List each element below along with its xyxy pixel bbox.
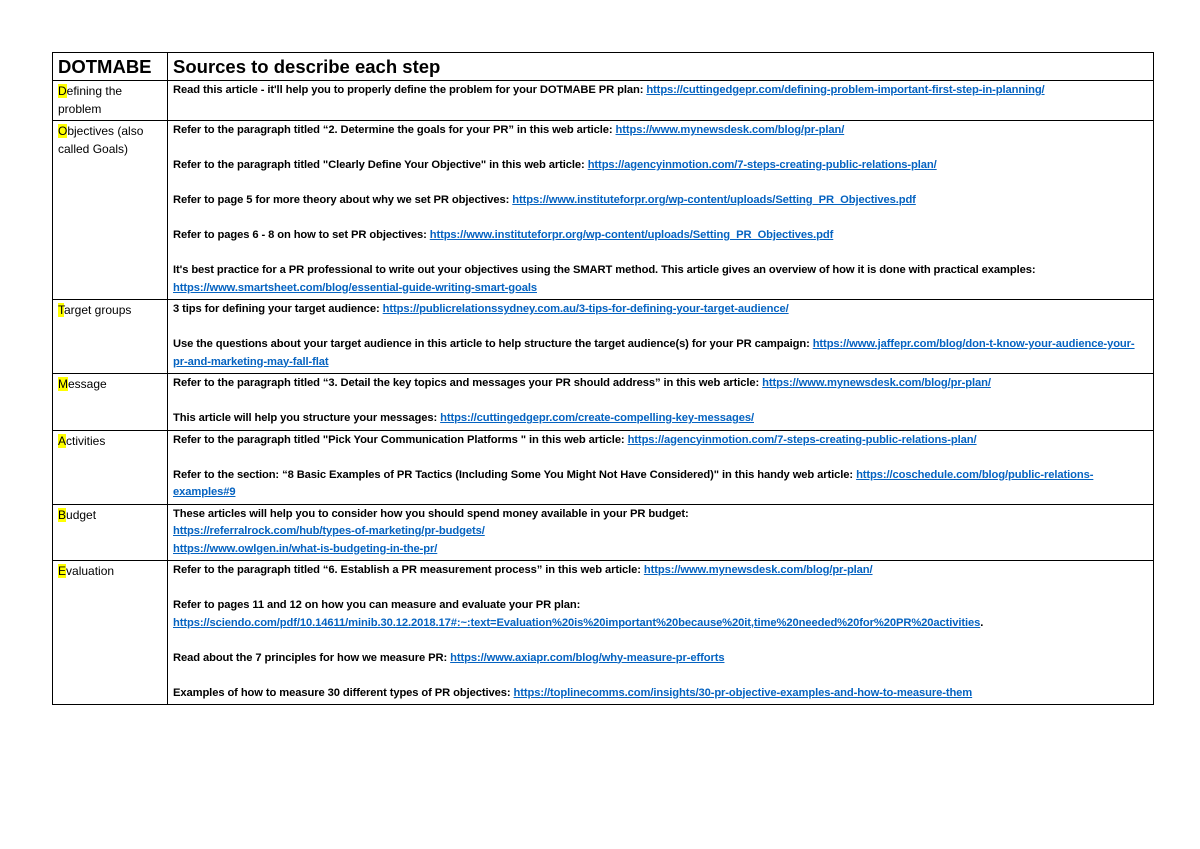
- source-description: Refer to the paragraph titled "Clearly Define Your Objective" in this web article:: [173, 159, 588, 171]
- source-link[interactable]: https://cuttingedgepr.com/create-compelling-key-messages/: [440, 412, 754, 424]
- table-body: [53, 81, 1154, 705]
- source-item: [173, 506, 1148, 559]
- source-link[interactable]: https://coschedule.com/blog/public-relations-examples#9: [173, 468, 1094, 498]
- table-row: [53, 81, 1154, 121]
- source-link[interactable]: https://www.mynewsdesk.com/blog/pr-plan/: [762, 377, 991, 389]
- step-initial-letter: T: [58, 303, 64, 317]
- source-description: Refer to pages 6 - 8 on how to set PR objectives:: [173, 229, 430, 241]
- source-description: Refer to pages 11 and 12 on how you can measure and evaluate your PR plan:: [173, 599, 581, 611]
- source-item: [173, 227, 1148, 245]
- step-initial-letter: E: [58, 564, 67, 578]
- source-description: These articles will help you to consider how you should spend money available in your PR budget:: [173, 507, 689, 520]
- source-link[interactable]: https://toplinecomms.com/insights/30-pr-objective-examples-and-how-to-measure-them: [513, 686, 973, 699]
- source-link[interactable]: https://cuttingedgepr.com/defining-problem-important-first-step-in-planning/: [646, 84, 1045, 96]
- sources-cell: [168, 374, 1154, 431]
- link-suffix: .: [980, 616, 984, 629]
- source-link[interactable]: https://referralrock.com/hub/types-of-marketing/pr-budgets/: [173, 525, 485, 537]
- step-cell: [53, 81, 168, 121]
- source-item: [173, 650, 1148, 668]
- step-cell: [53, 374, 168, 431]
- source-item: [173, 562, 1148, 580]
- table-row: [53, 374, 1154, 431]
- source-description: Examples of how to measure 30 different types of PR objectives:: [173, 686, 514, 699]
- step-name: valuation: [66, 564, 115, 578]
- source-item: [173, 432, 1148, 450]
- step-initial-letter: D: [58, 84, 67, 98]
- source-description: Refer to the section: “8 Basic Examples of PR Tactics (Including Some You Might Not Have Considered)" in this handy web article:: [173, 468, 857, 481]
- source-description: Refer to the paragraph titled “2. Determine the goals for your PR” in this web article:: [173, 124, 616, 136]
- table-row: [53, 504, 1154, 561]
- sources-cell: [168, 121, 1154, 300]
- step-cell: [53, 504, 168, 561]
- step-initial-letter: O: [58, 124, 68, 138]
- sources-cell: [168, 430, 1154, 504]
- dotmabe-table: [52, 52, 1154, 705]
- source-link[interactable]: https://www.owlgen.in/what-is-budgeting-in-the-pr/: [173, 542, 438, 555]
- sources-cell: [168, 504, 1154, 561]
- source-item: [173, 685, 1148, 703]
- sources-cell: [168, 81, 1154, 121]
- step-cell: [53, 121, 168, 300]
- header-dotmabe: DOTMABE: [53, 53, 168, 81]
- source-item: [173, 262, 1148, 297]
- source-description: Read this article - it'll help you to properly define the problem for your DOTMABE PR plan:: [173, 84, 647, 96]
- source-description: It's best practice for a PR professional to write out your objectives using the SMART method. This article gives an overview of how it is done with practical examples:: [173, 264, 1036, 276]
- sources-cell: [168, 300, 1154, 374]
- source-link[interactable]: https://www.instituteforpr.org/wp-content/uploads/Setting_PR_Objectives.pdf: [429, 229, 834, 241]
- table-row: [53, 430, 1154, 504]
- source-link[interactable]: https://www.instituteforpr.org/wp-content/uploads/Setting_PR_Objectives.pdf: [512, 194, 916, 206]
- source-item: [173, 410, 1148, 428]
- source-item: [173, 336, 1148, 371]
- table-row: [53, 561, 1154, 705]
- table-row: [53, 121, 1154, 300]
- header-row: [53, 53, 1154, 81]
- source-link[interactable]: https://agencyinmotion.com/7-steps-creating-public-relations-plan/: [627, 433, 977, 446]
- source-description: Refer to the paragraph titled “6. Establish a PR measurement process” in this web article:: [173, 564, 644, 576]
- source-description: Refer to page 5 for more theory about why we set PR objectives:: [173, 194, 513, 206]
- step-initial-letter: M: [58, 377, 68, 391]
- source-item: [173, 157, 1148, 175]
- source-description: Read about the 7 principles for how we measure PR:: [173, 651, 451, 664]
- source-item: [173, 192, 1148, 210]
- source-item: [173, 375, 1148, 393]
- step-cell: [53, 561, 168, 705]
- source-description: Use the questions about your target audience in this article to help structure the target audience(s) for your PR campaign:: [173, 338, 813, 350]
- step-name: arget groups: [64, 303, 132, 317]
- source-description: This article will help you structure your messages:: [173, 412, 441, 424]
- source-link[interactable]: https://sciendo.com/pdf/10.14611/minib.30.12.2018.17#:~:text=Evaluation%20is%20important%20because%20it,time%20needed%20for%20PR%20activities: [173, 616, 981, 629]
- source-description: Refer to the paragraph titled “3. Detail the key topics and messages your PR should address” in this web article:: [173, 377, 763, 389]
- source-link[interactable]: https://www.jaffepr.com/blog/don-t-know-your-audience-your-pr-and-marketing-may-fall-flat: [173, 338, 1135, 368]
- source-link[interactable]: https://www.axiapr.com/blog/why-measure-pr-efforts: [450, 651, 725, 664]
- source-link[interactable]: https://publicrelationssydney.com.au/3-tips-for-defining-your-target-audience/: [382, 303, 789, 315]
- source-description: Refer to the paragraph titled "Pick Your Communication Platforms " in this web article:: [173, 433, 628, 446]
- source-item: [173, 82, 1148, 100]
- table-row: [53, 300, 1154, 374]
- source-link[interactable]: https://agencyinmotion.com/7-steps-creating-public-relations-plan/: [587, 159, 937, 171]
- source-item: [173, 467, 1148, 502]
- header-sources: Sources to describe each step: [168, 53, 1154, 81]
- step-initial-letter: A: [58, 433, 67, 448]
- step-name: udget: [66, 507, 97, 522]
- step-name: ctivities: [66, 433, 106, 448]
- source-link[interactable]: https://www.mynewsdesk.com/blog/pr-plan/: [643, 564, 873, 576]
- step-name: essage: [68, 377, 107, 391]
- source-item: [173, 122, 1148, 140]
- sources-cell: [168, 561, 1154, 705]
- source-link[interactable]: https://www.smartsheet.com/blog/essential-guide-writing-smart-goals: [173, 281, 537, 294]
- source-item: [173, 301, 1148, 319]
- step-cell: [53, 300, 168, 374]
- source-description: 3 tips for defining your target audience:: [173, 303, 383, 315]
- step-initial-letter: B: [58, 507, 67, 522]
- source-item: [173, 597, 1148, 632]
- step-name: bjectives (also called Goals): [58, 124, 144, 156]
- source-link[interactable]: https://www.mynewsdesk.com/blog/pr-plan/: [615, 124, 845, 136]
- step-cell: [53, 430, 168, 504]
- step-name: efining the problem: [58, 84, 123, 116]
